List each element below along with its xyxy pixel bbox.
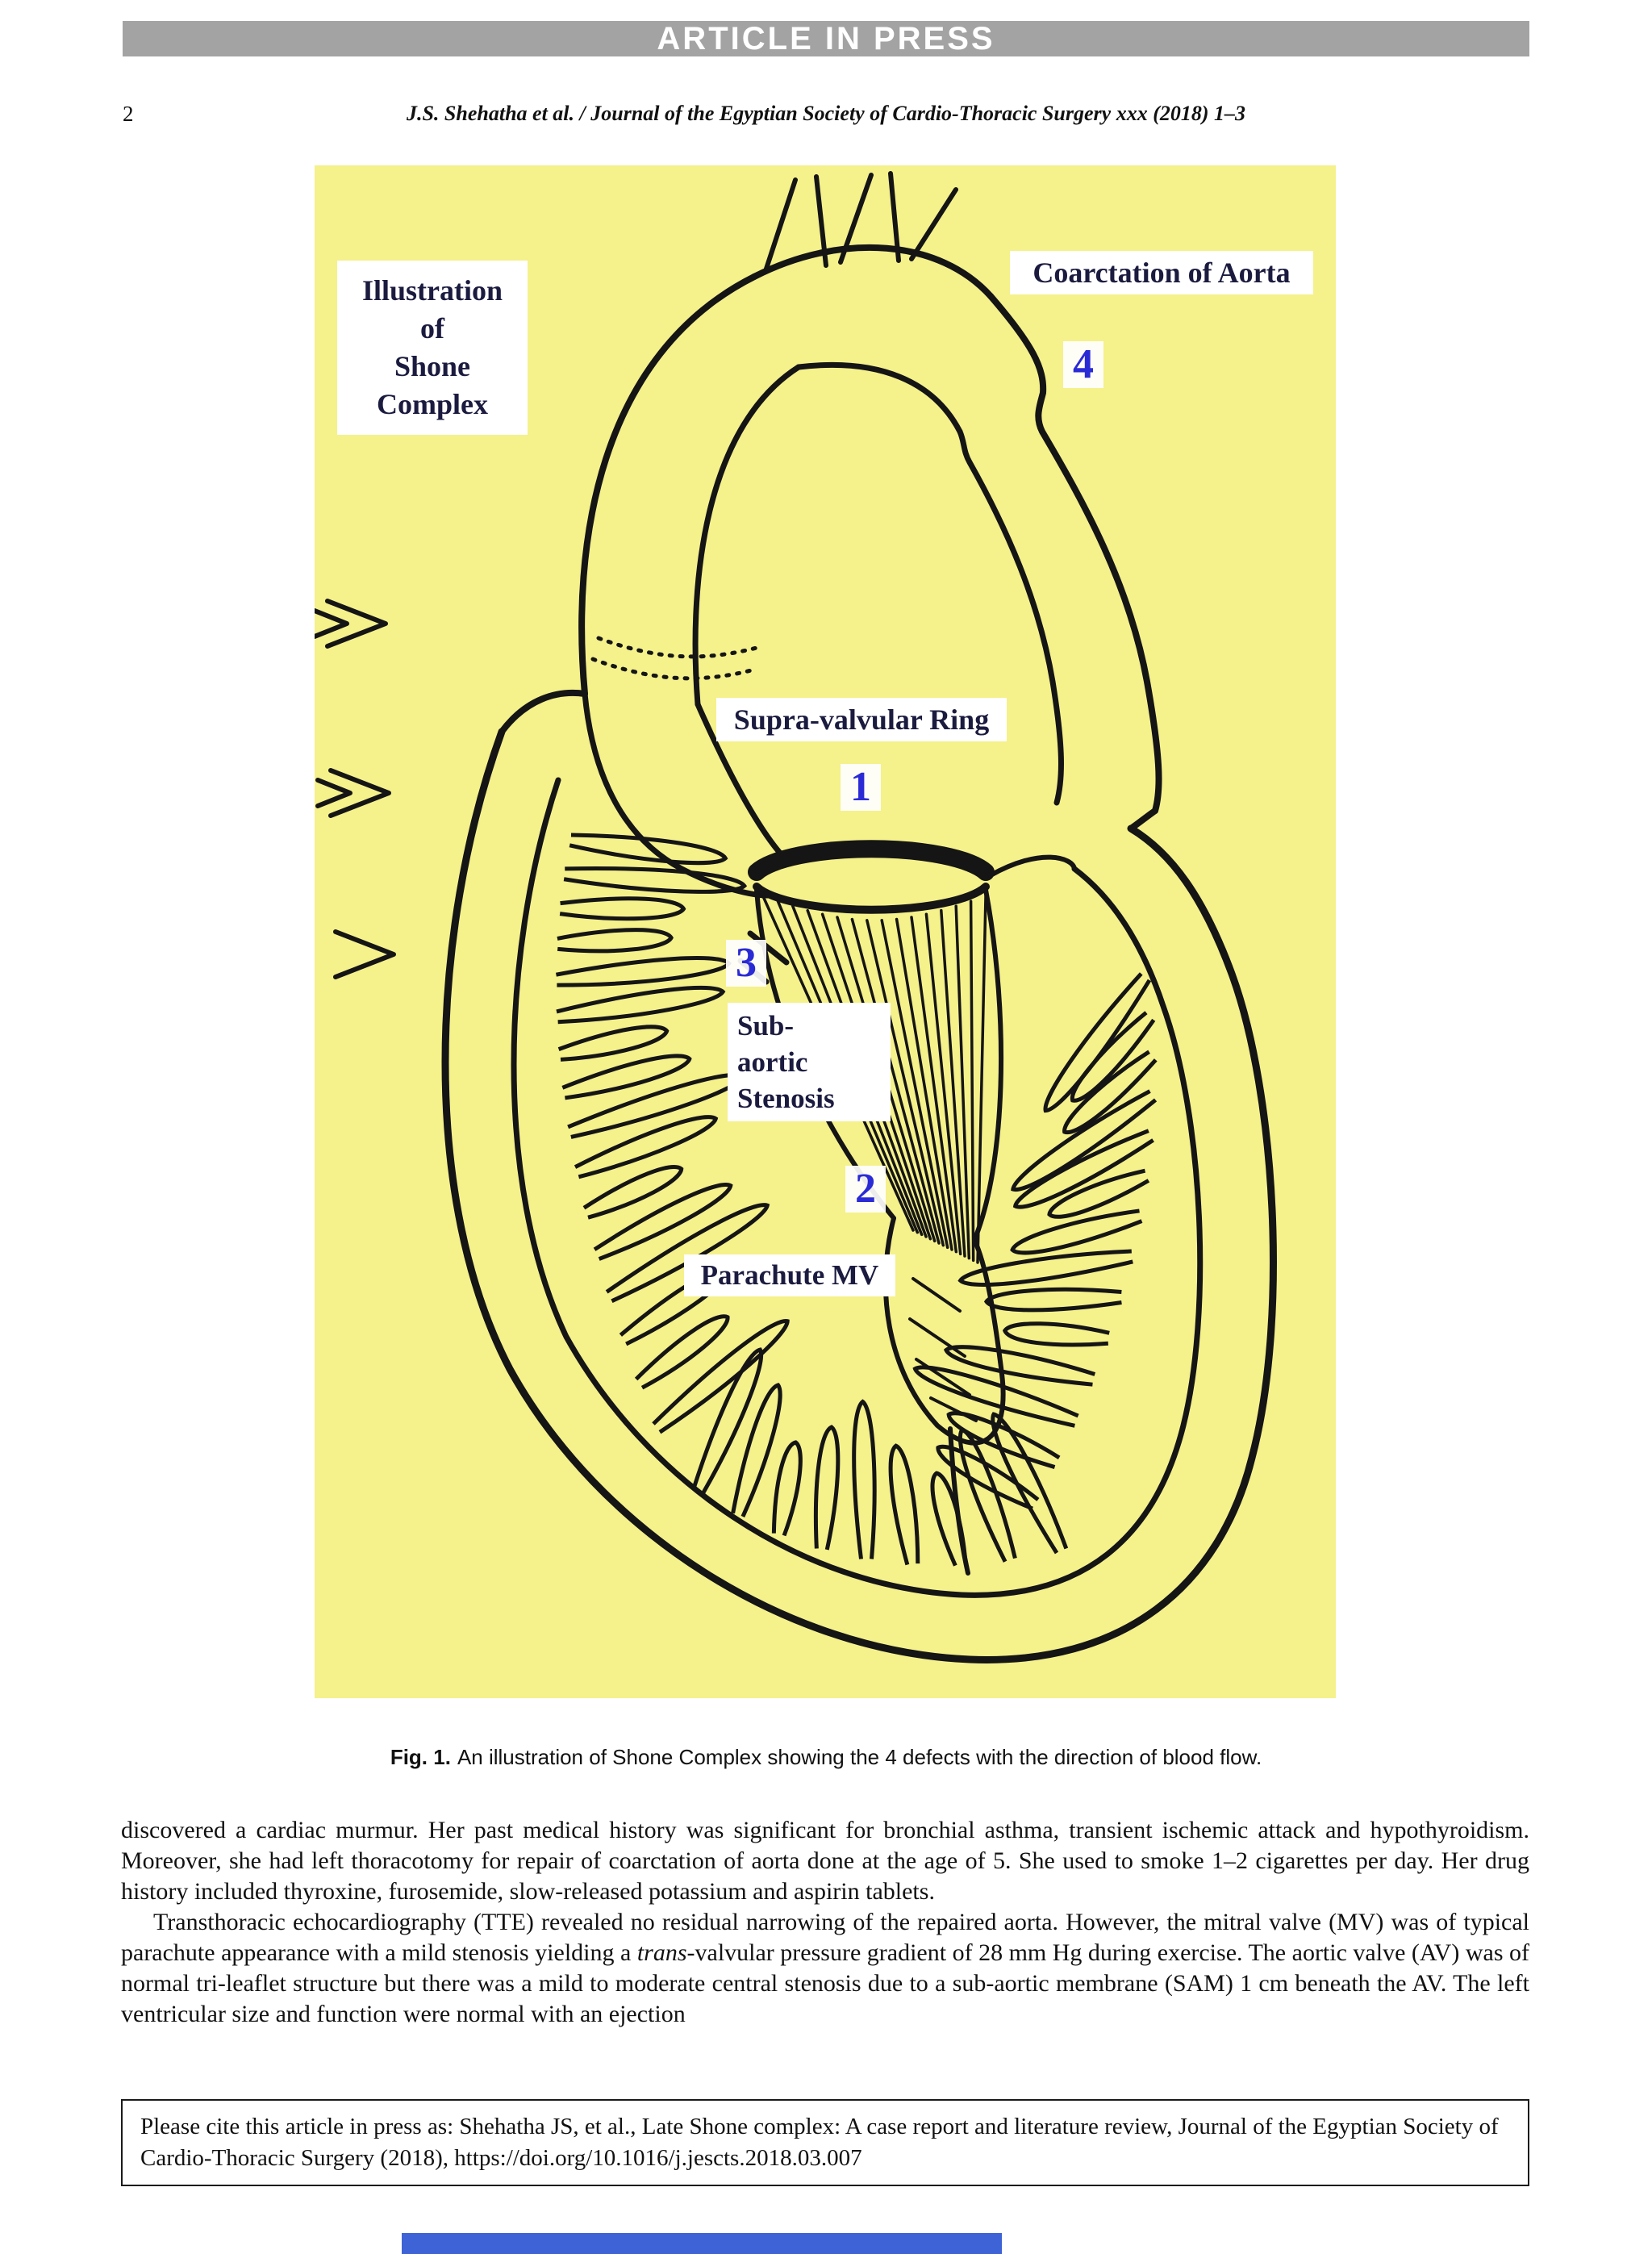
figure-caption xyxy=(0,1745,1652,1770)
bottom-blue-bar xyxy=(402,2233,1002,2254)
figure-title-label: Illustration of Shone Complex xyxy=(337,261,528,435)
defect-number-1: 1 xyxy=(841,764,881,811)
caption-label: Fig. 1. xyxy=(390,1745,451,1769)
citation-box xyxy=(121,2099,1529,2186)
paragraph: discovered a cardiac murmur. Her past medical history was significant for bronchial asthma, transient ischemic attack and hypothyroidism. Moreover, she had left thoracotomy for repair of coarctation of aorta done at the age of 5. She used to smoke 1–2 cigarettes per day. Her drug history included thyroxine, furosemide, slow-released potassium and aspirin tablets. xyxy=(121,1817,1529,1905)
paragraph: Transthoracic echocardiography (TTE) revealed no residual narrowing of the repaired aorta. However, the mitral valve (MV) was of typical parachute appearance with a mild stenosis yielding a trans-valvular pressure gradient of 28 mm Hg during exercise. The aortic valve (AV) was of normal tri-leaflet structure but there was a mild to moderate central stenosis due to a sub-aortic membrane (SAM) 1 cm beneath the AV. The left ventricular size and function were normal with an ejection xyxy=(121,1909,1529,2027)
page-number: 2 xyxy=(123,102,134,126)
figure-1 xyxy=(315,165,1336,1698)
running-head: J.S. Shehatha et al. / Journal of the Egyptian Society of Cardio-Thoracic Surgery xxx (2018) 1–3 xyxy=(406,102,1246,125)
defect-number-4: 4 xyxy=(1063,341,1103,388)
coarctation-label: Coarctation of Aorta xyxy=(1010,251,1313,294)
defect-number-2: 2 xyxy=(845,1166,886,1213)
banner-text: ARTICLE IN PRESS xyxy=(657,20,995,56)
parachute-mv-label: Parachute MV xyxy=(684,1254,895,1296)
defect-number-3: 3 xyxy=(726,940,766,987)
doi-link[interactable]: https://doi.org/10.1016/j.jescts.2018.03.007 xyxy=(454,2145,862,2171)
subaortic-stenosis-label: Sub- aortic Stenosis xyxy=(728,1003,891,1121)
caption-text: An illustration of Shone Complex showing the 4 defects with the direction of blood flow. xyxy=(457,1745,1262,1769)
article-in-press-banner xyxy=(123,21,1529,56)
supravalvular-ring-label: Supra-valvular Ring xyxy=(716,698,1007,741)
article-body xyxy=(121,1815,1529,2030)
citation-text: Please cite this article in press as: Shehatha JS, et al., Late Shone complex: A case report and literature review, Journal of the Egyptian Society of Cardio-Thoracic Surgery (2018), xyxy=(140,2114,1499,2171)
